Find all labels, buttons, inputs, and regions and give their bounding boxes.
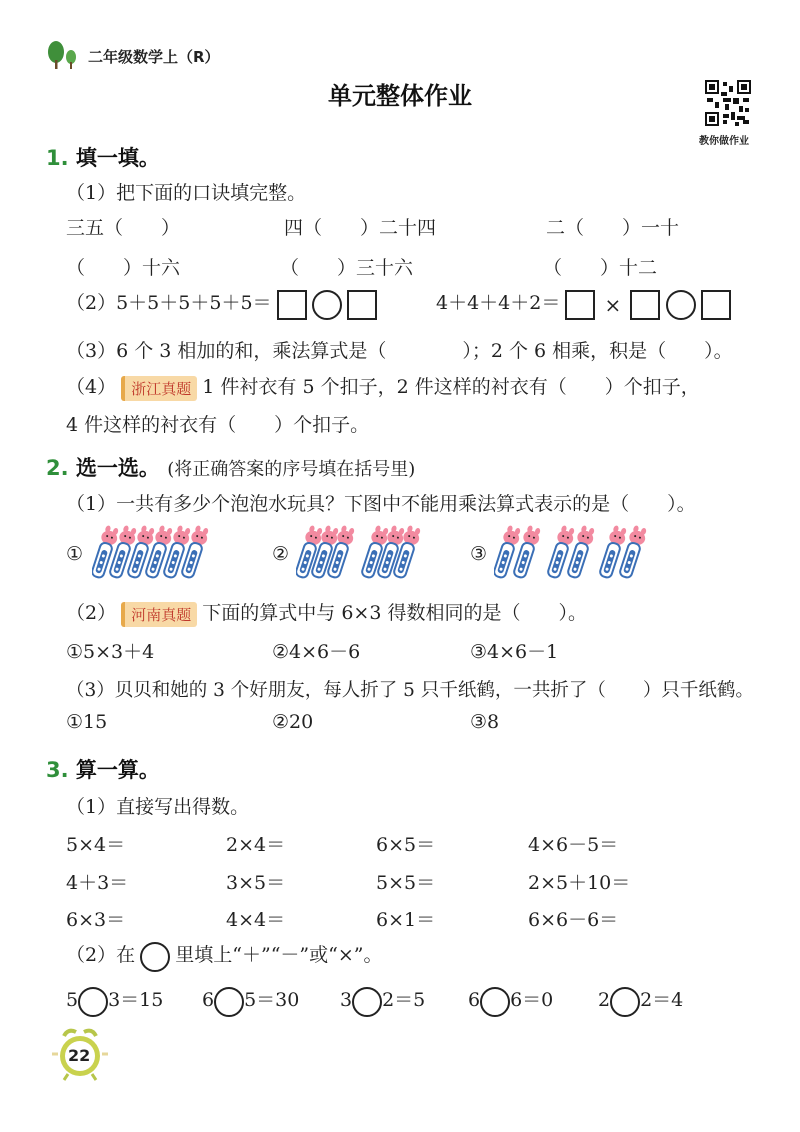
s1-q3-text: （3）6 个 3 相加的和，乘法算式是（ ）；2 个 6 相乘，积是（ ）。 [66,340,733,362]
s1-q4-label: （4） [66,376,117,398]
s1-q2-left [66,288,377,320]
s3-q2-label-post: 里填上“＋”“－”或“×”。 [175,944,383,966]
option-2[interactable]: ②20 [272,711,314,733]
page-title: 单元整体作业 [328,82,472,110]
source-tag: 河南真题 [121,602,197,627]
calc-item: 4＋3＝ [66,872,129,894]
calc-item: 6×3＝ [66,909,126,931]
fill-right: 2＝5 [382,989,426,1011]
answer-box[interactable] [701,290,731,320]
fill-left: 6 [202,989,215,1011]
answer-circle[interactable] [312,290,342,320]
option-3[interactable]: ③4×6－1 [470,641,559,663]
fill-item [202,985,299,1017]
bubble-toy-group-3 [494,524,694,584]
s1-q1-label: （1）把下面的口诀填完整。 [66,182,307,204]
source-tag: 浙江真题 [121,376,197,401]
calc-item: 5×4＝ [66,834,126,856]
s1-q4-text-1: 1 件衬衣有 5 个扣子，2 件这样的衬衣有（ ）个扣子， [202,376,700,398]
option-2[interactable]: ② [272,543,290,565]
section-2-note: (将正确答案的序号填在括号里) [167,459,416,480]
fill-item [340,985,425,1017]
section-3-heading [46,754,160,784]
answer-box[interactable] [630,290,660,320]
s2-q2-line [66,598,587,627]
calc-item: 2×4＝ [226,834,286,856]
calc-item: 6×1＝ [376,909,436,931]
s1-q1-row2-a: （ ）十六 [66,257,181,279]
s1-q2-label: （2）5＋5＋5＋5＋5＝ [66,292,272,314]
section-2-heading [46,452,415,482]
option-1[interactable]: ① [66,543,84,565]
answer-circle[interactable] [78,987,108,1017]
fill-right: 2＝4 [640,989,684,1011]
s3-q1-label: （1）直接写出得数。 [66,796,250,818]
times-sign: × [604,292,622,317]
answer-circle[interactable] [214,987,244,1017]
section-3-title: 算一算。 [75,758,160,782]
tree-logo-icon [46,40,80,74]
section-2-title: 选一选。 [75,456,160,480]
option-3[interactable]: ③8 [470,711,500,733]
s1-q4-line1 [66,372,700,401]
fill-left: 2 [598,989,611,1011]
section-2-number: 2. [46,456,69,480]
section-3-number: 3. [46,758,69,782]
circle-icon [140,942,170,972]
s1-q1-row1-b: 四（ ）二十四 [284,217,437,239]
answer-circle[interactable] [666,290,696,320]
answer-circle[interactable] [610,987,640,1017]
page-number-badge [50,1024,110,1082]
calc-item: 2×5＋10＝ [528,872,631,894]
bubble-toy-group-2b [360,524,450,584]
s2-q2-label: （2） [66,602,117,624]
fill-item [66,985,163,1017]
s2-q3-text: （3）贝贝和她的 3 个好朋友，每人折了 5 只千纸鹤，一共折了（ ）只千纸鹤。 [66,680,754,701]
s1-q1-row1-c: 二（ ）一十 [546,217,680,239]
calc-item: 6×6－6＝ [528,909,619,931]
s1-q2-right-label: 4＋4＋4＋2＝ [436,292,561,314]
fill-item [598,985,683,1017]
answer-box[interactable] [565,290,595,320]
answer-circle[interactable] [480,987,510,1017]
calc-item: 6×5＝ [376,834,436,856]
answer-box[interactable] [347,290,377,320]
answer-box[interactable] [277,290,307,320]
s2-q2-text: 下面的算式中与 6×3 得数相同的是（ ）。 [202,602,587,624]
fill-left: 3 [340,989,353,1011]
bubble-toy-group-1 [92,524,222,584]
s2-q1-text: （1）一共有多少个泡泡水玩具？下图中不能用乘法算式表示的是（ ）。 [66,493,696,515]
qr-code-icon[interactable] [705,80,751,126]
fill-item [468,985,553,1017]
fill-right: 3＝15 [108,989,164,1011]
calc-item: 4×4＝ [226,909,286,931]
option-2[interactable]: ②4×6－6 [272,641,361,663]
header-text: 二年级数学上（R） [88,48,220,66]
option-1[interactable]: ①5×3＋4 [66,641,155,663]
answer-circle[interactable] [352,987,382,1017]
option-1[interactable]: ①15 [66,711,108,733]
option-3[interactable]: ③ [470,543,488,565]
page-number: 22 [68,1046,91,1065]
s1-q2-right [436,288,731,320]
s1-q1-row1-a: 三五（ ） [66,217,181,239]
calc-item: 5×5＝ [376,872,436,894]
fill-right: 5＝30 [244,989,300,1011]
fill-left: 6 [468,989,481,1011]
s3-q2-label-pre: （2）在 [66,944,136,966]
calc-item: 3×5＝ [226,872,286,894]
s1-q1-row2-c: （ ）十二 [543,257,658,279]
section-1-heading [46,142,160,172]
section-1-number: 1. [46,146,69,170]
fill-right: 6＝0 [510,989,554,1011]
section-1-title: 填一填。 [75,146,160,170]
s1-q1-row2-b: （ ）三十六 [280,257,414,279]
fill-left: 5 [66,989,79,1011]
qr-caption: 教你做作业 [699,136,749,147]
calc-item: 4×6－5＝ [528,834,619,856]
s1-q4-text-2: 4 件这样的衬衣有（ ）个扣子。 [66,414,370,436]
s3-q2-label-line [66,940,382,972]
